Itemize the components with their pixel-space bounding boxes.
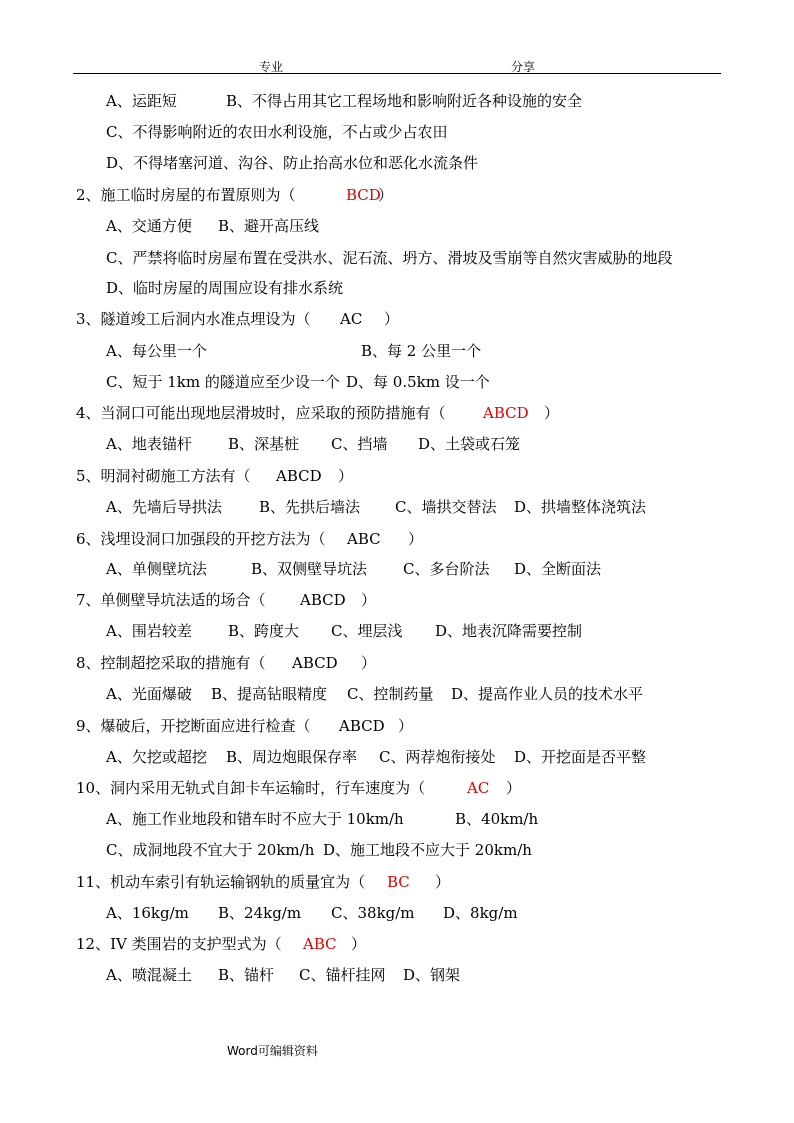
option-text: B、提高钻眼精度 (211, 685, 328, 703)
option-text: A、交通方便 (106, 217, 192, 235)
option-text: ） (408, 530, 424, 548)
option-text: C、成洞地段不宜大于 20km/h (106, 841, 315, 859)
option-text: D、提高作业人员的技术水平 (451, 685, 644, 703)
question-text: 7、单侧壁导坑法适的场合（ (76, 591, 266, 609)
option-text: ABC (347, 530, 381, 548)
option-text: B、锚杆 (218, 966, 275, 984)
option-text: C、控制药量 (347, 685, 434, 703)
option-text: A、施工作业地段和错车时不应大于 10km/h (106, 810, 404, 828)
question-text: 5、明洞衬砌施工方法有（ (76, 467, 251, 485)
option-text: D、拱墙整体浇筑法 (514, 498, 647, 516)
option-text: D、不得堵塞河道、沟谷、防止抬高水位和恶化水流条件 (106, 154, 479, 172)
option-text: D、开挖面是否平整 (514, 748, 647, 766)
option-text: ） (398, 717, 414, 735)
option-text: D、每 0.5km 设一个 (346, 373, 490, 391)
option-text: D、8kg/m (443, 904, 518, 922)
answer-text: BC (387, 873, 410, 891)
option-text: A、欠挖或超挖 (106, 748, 207, 766)
option-text: C、挡墙 (331, 435, 388, 453)
option-text: C、锚杆挂网 (299, 966, 386, 984)
question-text: 11、机动车索引有轨运输钢轨的质量宜为（ (76, 873, 366, 891)
option-text: ABCD (276, 467, 322, 485)
header-rule (73, 73, 721, 74)
question-text: 6、浅埋设洞口加强段的开挖方法为（ (76, 530, 326, 548)
option-text: B、先拱后墙法 (259, 498, 361, 516)
option-text: D、施工地段不应大于 20km/h (323, 841, 532, 859)
option-text: C、两荐炮衔接处 (379, 748, 496, 766)
question-text: 4、当洞口可能出现地层滑坡时，应采取的预防措施有（ (76, 404, 446, 422)
question-text: 2、施工临时房屋的布置原则为（ (76, 186, 296, 204)
answer-text: BCD (346, 186, 381, 204)
option-text: ） (361, 591, 377, 609)
option-text: D、临时房屋的周围应设有排水系统 (106, 279, 344, 297)
option-text: A、围岩较差 (106, 622, 192, 640)
option-text: B、深基桩 (228, 435, 300, 453)
option-text: ） (361, 654, 377, 672)
option-text: A、每公里一个 (106, 342, 207, 360)
option-text: B、每 2 公里一个 (361, 342, 482, 360)
option-text: B、24kg/m (218, 904, 302, 922)
option-text: D、全断面法 (514, 560, 602, 578)
option-text: D、地表沉降需要控制 (435, 622, 583, 640)
question-text: 9、爆破后，开挖断面应进行检查（ (76, 717, 311, 735)
option-text: ABCD (339, 717, 385, 735)
option-text: B、双侧壁导坑法 (251, 560, 368, 578)
answer-text: ABCD (483, 404, 529, 422)
option-text: ） (338, 467, 354, 485)
option-text: B、避开高压线 (218, 217, 320, 235)
answer-text: ABC (303, 935, 337, 953)
option-text: ABCD (300, 591, 346, 609)
option-text: A、先墙后导拱法 (106, 498, 222, 516)
question-text: 10、洞内采用无轨式自卸卡车运输时，行车速度为（ (76, 779, 426, 797)
option-text: B、周边炮眼保存率 (226, 748, 358, 766)
question-text: 3、隧道竣工后洞内水准点埋设为（ (76, 310, 311, 328)
option-text: C、短于 1km 的隧道应至少设一个 (106, 373, 340, 391)
option-text: ABCD (292, 654, 338, 672)
option-text: AC (340, 310, 363, 328)
option-text: C、严禁将临时房屋布置在受洪水、泥石流、坍方、滑坡及雪崩等自然灾害威胁的地段 (106, 249, 673, 267)
option-text: D、钢架 (403, 966, 461, 984)
option-text: C、不得影响附近的农田水利设施，不占或少占农田 (106, 123, 448, 141)
question-text: 12、IV 类围岩的支护型式为（ (76, 935, 282, 953)
option-text: C、墙拱交替法 (395, 498, 497, 516)
option-text: D、土袋或石笼 (418, 435, 521, 453)
option-text: A、地表锚杆 (106, 435, 192, 453)
option-text: A、光面爆破 (106, 685, 192, 703)
option-text: B、跨度大 (228, 622, 300, 640)
option-text: A、喷混凝土 (106, 966, 192, 984)
header-left: 专业 (259, 60, 284, 74)
question-text: 8、控制超挖采取的措施有（ (76, 654, 266, 672)
footer-text: Word可编辑资料 (227, 1044, 318, 1058)
option-text: C、多台阶法 (403, 560, 490, 578)
answer-text: AC (467, 779, 490, 797)
option-text: C、埋层浅 (331, 622, 403, 640)
option-text: ） (378, 186, 394, 204)
option-text: A、16kg/m (106, 904, 189, 922)
option-text: ） (435, 873, 451, 891)
option-text: B、不得占用其它工程场地和影响附近各种设施的安全 (226, 92, 583, 110)
option-text: B、40km/h (455, 810, 539, 828)
option-text: A、运距短 (106, 92, 177, 110)
option-text: ） (384, 310, 400, 328)
option-text: ） (544, 404, 560, 422)
header-right: 分享 (511, 60, 536, 74)
option-text: C、38kg/m (331, 904, 415, 922)
option-text: ） (506, 779, 522, 797)
option-text: ） (351, 935, 367, 953)
option-text: A、单侧壁坑法 (106, 560, 207, 578)
